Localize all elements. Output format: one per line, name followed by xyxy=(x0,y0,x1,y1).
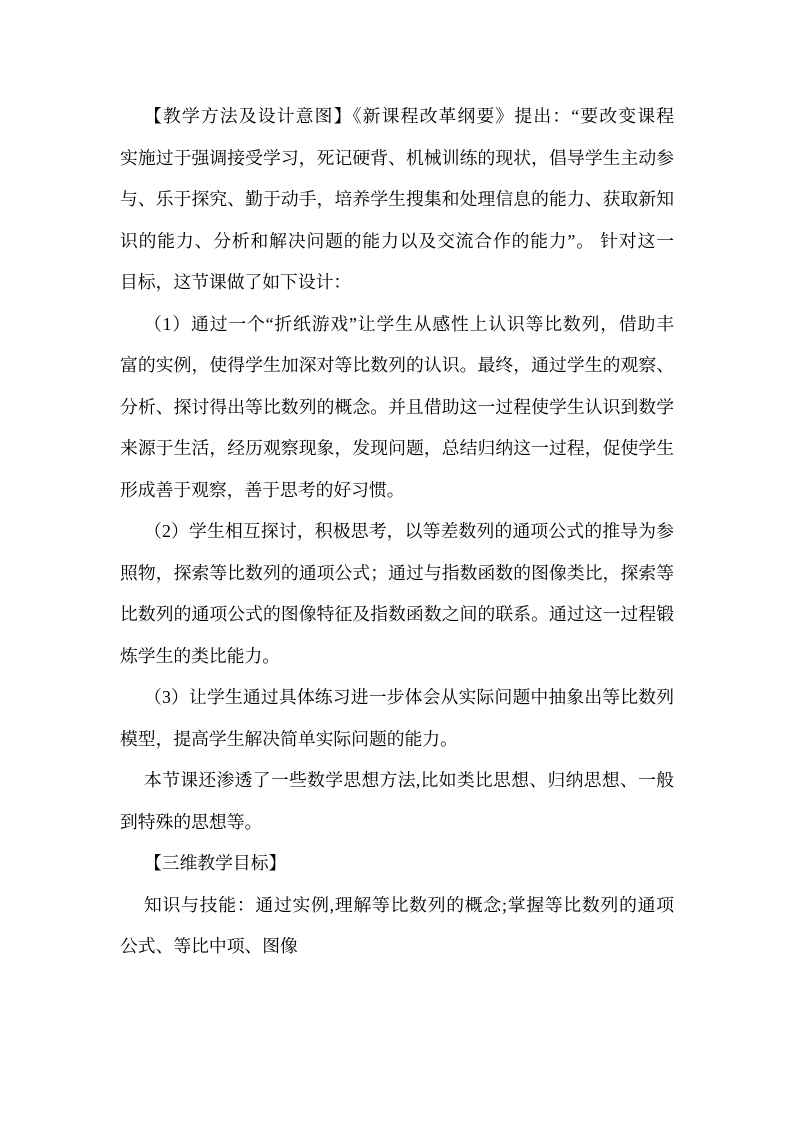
text-line: 识的能力、分析和解决问题的能力以及交流合作的能力”。 针对这一 xyxy=(120,230,674,251)
text-line: 与、乐于探究、勤于动手，培养学生搜集和处理信息的能力、获取新知 xyxy=(120,189,674,209)
paragraph-math-thinking xyxy=(120,760,674,843)
text-line: 照物，探索等比数列的通项公式；通过与指数函数的图像类比，探索等 xyxy=(120,562,674,583)
text-line: （2）学生相互探讨，积极思考，以等差数列的通项公式的推导为参 xyxy=(144,521,674,541)
paragraph-list-item-3 xyxy=(120,677,674,760)
text-line: 富的实例，使得学生加深对等比数列的认识。最终，通过学生的观察、 xyxy=(120,355,674,375)
text-line: 【教学方法及设计意图】《新课程改革纲要》提出：“要改变课程 xyxy=(144,106,674,126)
paragraph-knowledge-skills xyxy=(120,885,674,968)
text-line: 形成善于观察，善于思考的好习惯。 xyxy=(120,479,405,500)
text-line: 炼学生的类比能力。 xyxy=(120,645,281,666)
document-body xyxy=(120,96,674,968)
paragraph-list-item-2 xyxy=(120,511,674,677)
text-line: （1）通过一个“折纸游戏”让学生从感性上认识等比数列，借助丰 xyxy=(144,313,674,334)
text-line: 公式、等比中项、图像 xyxy=(120,936,298,956)
text-line: 实施过于强调接受学习，死记硬背、机械训练的现状，倡导学生主动参 xyxy=(120,147,674,168)
text-line: 来源于生活，经历观察现象，发现问题，总结归纳这一过程，促使学生 xyxy=(120,438,674,458)
text-line: （3）让学生通过具体练习进一步体会从实际问题中抽象出等比数列 xyxy=(144,687,674,707)
text-line: 模型，提高学生解决简单实际问题的能力。 xyxy=(120,728,458,749)
paragraph-list-item-1 xyxy=(120,304,674,512)
text-line: 本节课还渗透了一些数学思想方法,比如类比思想、归纳思想、一般 xyxy=(144,770,674,790)
text-line: 分析、探讨得出等比数列的概念。并且借助这一过程使学生认识到数学 xyxy=(120,396,674,417)
section-heading-three-dimensional-goals xyxy=(120,843,674,885)
text-line: 知识与技能：通过实例,理解等比数列的概念;掌握等比数列的通项 xyxy=(144,894,674,915)
text-line: 目标，这节课做了如下设计： xyxy=(120,272,352,292)
text-line: 到特殊的思想等。 xyxy=(120,811,263,832)
text-line: 比数列的通项公式的图像特征及指数函数之间的联系。通过这一过程锻 xyxy=(120,604,674,624)
paragraph-design-intent xyxy=(120,96,674,304)
section-heading: 【三维教学目标】 xyxy=(144,853,287,873)
